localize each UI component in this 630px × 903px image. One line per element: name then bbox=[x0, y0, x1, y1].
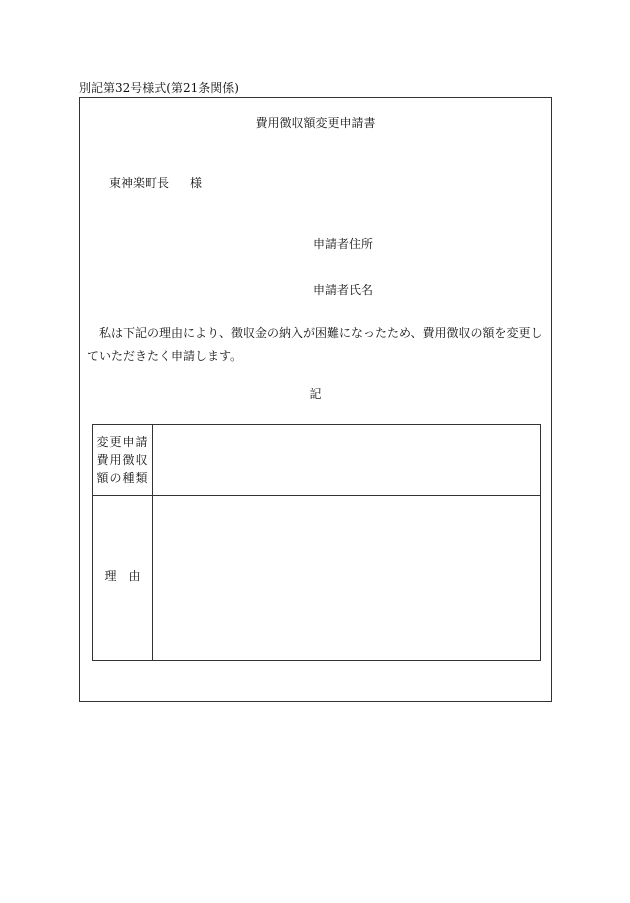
change-type-label-line-2: 費用徴収 bbox=[96, 453, 149, 467]
detail-table bbox=[92, 424, 541, 661]
reason-field[interactable] bbox=[153, 496, 540, 660]
form-title: 費用徴収額変更申請書 bbox=[255, 116, 376, 130]
ki-heading: 記 bbox=[309, 387, 322, 401]
change-type-label bbox=[93, 433, 152, 487]
form-number-label: 別記第32号様式(第21条関係) bbox=[79, 81, 239, 95]
change-type-label-line-1: 変更申請 bbox=[96, 435, 149, 449]
application-form-frame bbox=[79, 97, 552, 702]
applicant-address-label: 申請者住所 bbox=[313, 237, 374, 251]
applicant-name-label: 申請者氏名 bbox=[313, 283, 374, 297]
addressee-name: 東神楽町長 bbox=[109, 176, 170, 190]
change-type-field[interactable] bbox=[153, 425, 540, 495]
change-type-label-line-3: 額の種類 bbox=[96, 471, 149, 485]
request-statement: 私は下記の理由により、徴収金の納入が困難になったため、費用徴収の額を変更していただきたく申請します。 bbox=[87, 326, 543, 363]
addressee-honorific: 様 bbox=[190, 176, 203, 190]
reason-label: 理 由 bbox=[104, 569, 141, 583]
